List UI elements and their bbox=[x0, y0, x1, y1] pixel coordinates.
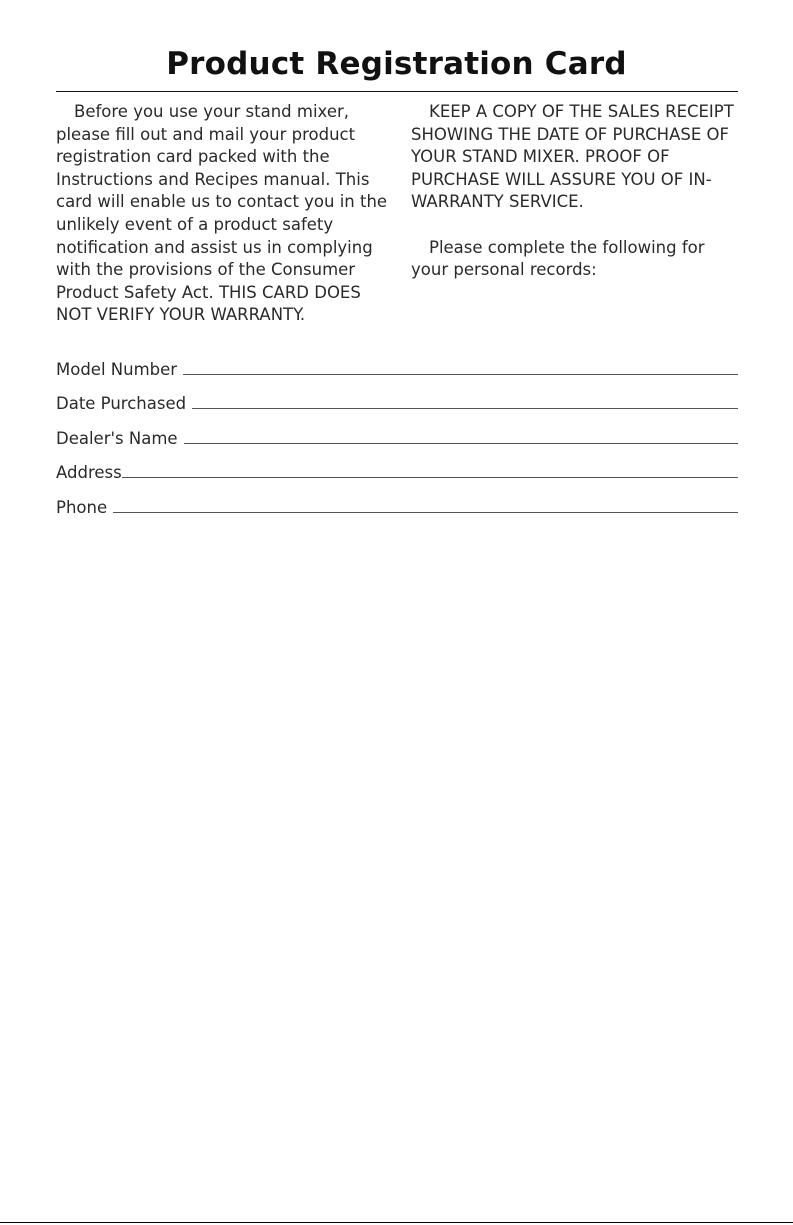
date-purchased-blank[interactable] bbox=[192, 408, 738, 409]
dealer-name-blank[interactable] bbox=[184, 443, 738, 444]
phone-blank[interactable] bbox=[113, 512, 738, 513]
records-column bbox=[411, 101, 741, 282]
address-label: Address bbox=[56, 463, 122, 482]
address-field bbox=[56, 450, 738, 485]
date-purchased-label: Date Purchased bbox=[56, 394, 187, 413]
model-number-field bbox=[56, 346, 738, 381]
phone-label: Phone bbox=[56, 497, 108, 517]
date-purchased-field bbox=[56, 381, 738, 416]
personal-records-form bbox=[56, 346, 738, 519]
dealer-name-field bbox=[56, 415, 738, 450]
address-blank[interactable] bbox=[122, 477, 738, 478]
receipt-notice: KEEP A COPY OF THE SALES RECEIPT SHOWING THE DATE OF PURCHASE OF YOUR STAND MIXER. PROOF OF PURCHASE WILL ASSURE YOU OF IN-WARRANTY SERVICE. bbox=[411, 102, 734, 212]
phone-field bbox=[56, 484, 738, 519]
page-title: Product Registration Card bbox=[166, 46, 627, 82]
records-instructions: Please complete the following for your personal records: bbox=[411, 237, 705, 280]
dealer-name-label: Dealer's Name bbox=[56, 428, 178, 448]
model-number-label: Model Number bbox=[56, 359, 178, 379]
registration-instructions: Before you use your stand mixer, please fill out and mail your product registration card packed with the Instructions and Recipes manual. This card will enable us to contact you in the unlikely event of a product safety notification and assist us in complying with the provisions of the Consumer Product Safety Act. THIS CARD DOES NOT VERIFY YOUR WARRANTY. bbox=[56, 102, 388, 325]
model-number-blank[interactable] bbox=[183, 374, 738, 375]
intro-column bbox=[56, 101, 396, 327]
title-divider bbox=[56, 91, 738, 92]
page-bottom-border bbox=[0, 1222, 793, 1223]
